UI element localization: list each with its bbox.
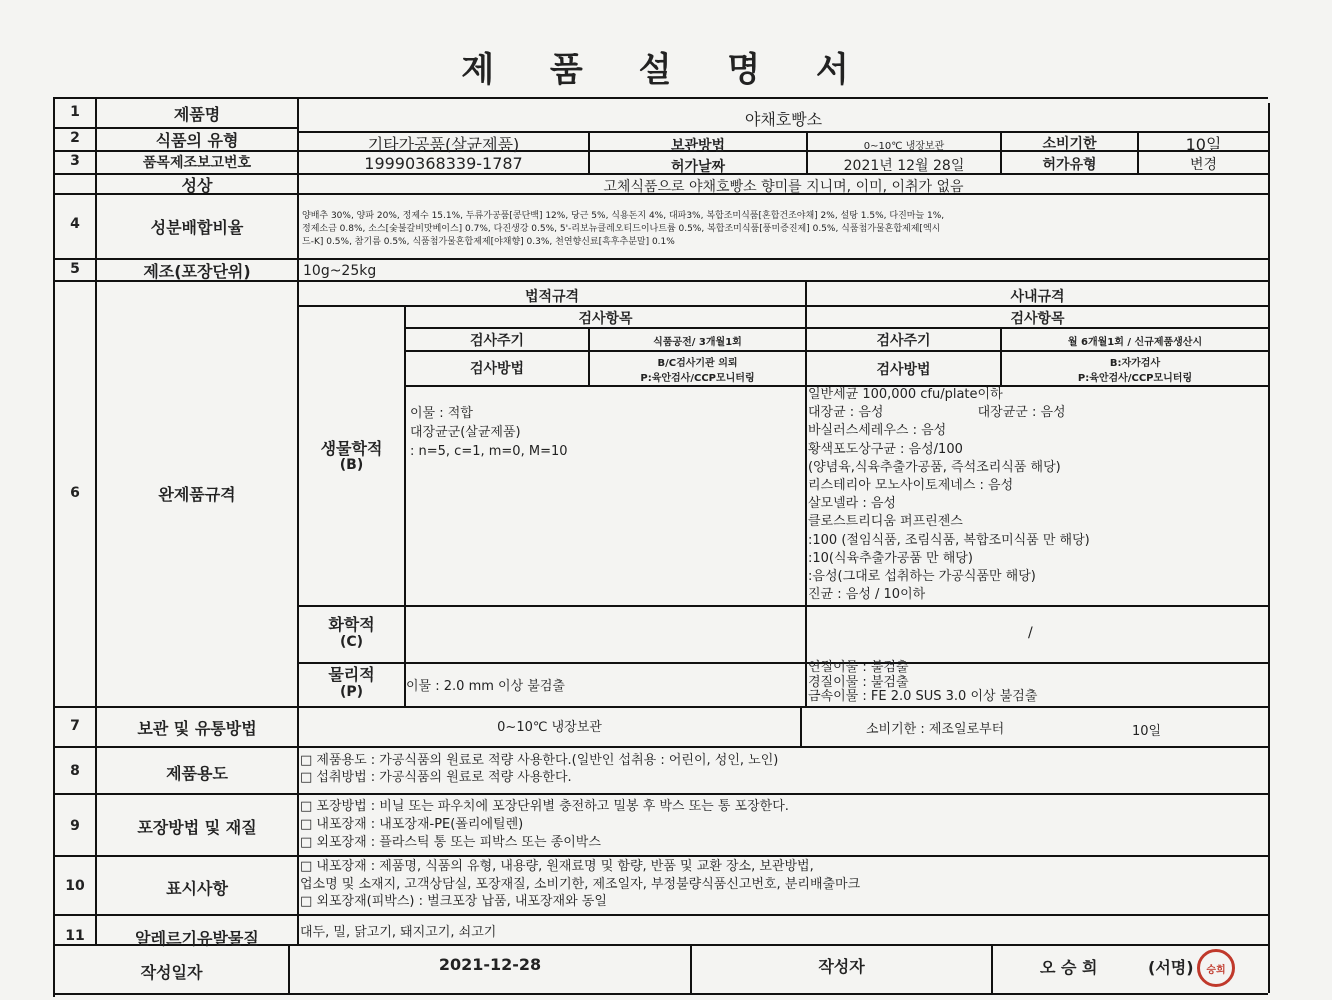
signature-label: (서명)	[1148, 958, 1194, 977]
physical-internal-line: 경질이물 : 불검출	[808, 674, 909, 690]
legal-method-line2: P:육안검사/CCP모니터링	[640, 373, 755, 384]
product-name-value: 야채호빵소	[744, 110, 823, 129]
report-number-value: 19990368339-1787	[364, 154, 523, 173]
label-permit-type: 허가유형	[1042, 157, 1097, 173]
label-permit-date: 허가날짜	[670, 159, 726, 175]
labeling-line: 업소명 및 소재지, 고객상담실, 포장재질, 소비기한, 제조일자, 부정불량식품신고번호, 분리배출마크	[300, 876, 861, 892]
allergens-value: 대두, 밀, 닭고기, 돼지고기, 쇠고기	[300, 925, 497, 940]
label-chemical: 화학적	[328, 615, 375, 634]
permit-type-value: 변경	[1189, 157, 1218, 173]
label-expiry: 소비기한	[1042, 136, 1097, 152]
row-number: 11	[65, 928, 85, 944]
label-written-date: 작성일자	[140, 963, 203, 982]
physical-legal-value: 이물 : 2.0 mm 이상 불검출	[406, 679, 565, 694]
properties-value: 고체식품으로 야채호빵소 향미를 지니며, 이미, 이취가 없음	[603, 179, 964, 195]
permit-date-value: 2021년 12월 28일	[843, 158, 965, 174]
legal-spec-header: 법적규격	[524, 289, 580, 305]
legal-cycle-value: 식품공전/ 3개월1회	[653, 337, 742, 348]
bio-internal-line	[808, 404, 1263, 422]
product-use-line: □ 제품용도 : 가공식품의 원료로 적량 사용한다.(일반인 섭취용 : 어린이, 성인, 노인)	[300, 753, 779, 768]
bio-internal-ecoli: 대장균 : 음성	[808, 405, 884, 421]
written-date-value: 2021-12-28	[438, 955, 542, 974]
internal-method-line2: P:육안검사/CCP모니터링	[1077, 373, 1193, 384]
seal-stamp	[1197, 949, 1235, 987]
row-number: 9	[70, 818, 80, 834]
bio-internal-line: (양념육,식육추출가공품, 즉석조리식품 해당)	[808, 459, 1061, 475]
label-physical-code: (P)	[339, 684, 364, 700]
internal-items-header: 검사항목	[1010, 311, 1065, 327]
ingredient-line: 드-K] 0.5%, 참기름 0.5%, 식품첨가물혼합제제[야채향] 0.3%, 천연향신료[흑후추분말] 0.1%	[302, 237, 675, 247]
label-internal-method: 검사방법	[876, 362, 931, 378]
shelf-life-text: 소비기한 : 제조일로부터	[866, 722, 1005, 737]
label-food-type: 식품의 유형	[155, 131, 239, 150]
bio-legal-line: 이물 : 적합	[410, 406, 473, 421]
row-number: 3	[70, 153, 80, 169]
packaging-method-line: □ 포장방법 : 비닐 또는 파우치에 포장단위별 충전하고 밀봉 후 박스 또는 통 포장한다.	[300, 799, 789, 814]
label-chemical-code: (C)	[339, 634, 364, 650]
bio-internal-line: 황색포도상구균 : 음성/100	[808, 441, 963, 457]
internal-cycle-value: 월 6개월1회 / 신규제품생산시	[1067, 337, 1203, 348]
label-storage: 보관방법	[670, 138, 726, 154]
packaging-unit-value: 10g~25kg	[303, 263, 377, 279]
label-labeling: 표시사항	[166, 879, 228, 898]
row-number: 7	[70, 718, 80, 734]
physical-internal-list	[808, 661, 1037, 705]
physical-internal-line: 연질이물 : 불검출	[808, 660, 909, 675]
packaging-method-list	[300, 798, 789, 852]
bio-internal-line: :음성(그대로 섭취하는 가공식품만 해당)	[808, 569, 1036, 585]
food-type-value: 기타가공품(살균제품)	[367, 135, 520, 154]
internal-method-line1: B:자가검사	[1109, 358, 1161, 369]
bio-internal-line: 리스테리아 모노사이토제네스 : 음성	[808, 478, 1014, 494]
row-number: 4	[70, 216, 80, 232]
seal-text: 승희	[1206, 964, 1226, 976]
bio-internal-line: 진균 : 음성 / 10이하	[808, 587, 926, 603]
ingredient-line: 양배추 30%, 양파 20%, 정제수 15.1%, 두류가공품[콩단백] 12%, 당근 5%, 식용돈지 4%, 대파3%, 복합조미식품[혼합건조야채] 2%, 설탕 1.5%, 다진마늘 1%,	[302, 211, 945, 221]
ingredient-list	[302, 210, 1266, 249]
shelf-life-value: 10일	[1132, 724, 1162, 739]
product-use-line: □ 섭취방법 : 가공식품의 원료로 적량 사용한다.	[300, 770, 572, 785]
label-allergens: 알레르기유발물질	[135, 929, 259, 948]
label-product-name: 제품명	[173, 105, 221, 124]
bio-internal-line: :100 (절임식품, 조림식품, 복합조미식품 만 해당)	[808, 532, 1090, 548]
product-use-list	[300, 752, 778, 786]
label-storage-distribution: 보관 및 유통방법	[137, 719, 257, 738]
bio-internal-line: 클로스트리디움 퍼프린젠스	[808, 514, 963, 530]
bio-legal-line: 대장균군(살균제품)	[410, 425, 521, 440]
label-legal-method: 검사방법	[469, 361, 525, 377]
author-name: 오 승 희	[1040, 958, 1098, 977]
label-physical: 물리적	[328, 665, 375, 684]
label-packaging-unit: 제조(포장단위)	[143, 262, 251, 281]
legal-method-line1: B/C검사기관 의뢰	[657, 358, 738, 369]
bio-legal-line: : n=5, c=1, m=0, M=10	[410, 444, 568, 459]
label-finished-product-spec: 완제품규격	[158, 485, 236, 504]
bio-legal-list	[410, 404, 568, 461]
label-report-number: 품목제조보고번호	[142, 155, 252, 171]
ingredient-line: 정제소금 0.8%, 소스[숯불갈비맛베이스] 0.7%, 다진생강 0.5%, 5'-리보뉴클레오티드이나트륨 0.5%, 복합조미식품[풍미증진제] 0.5%, 식품첨가물혼합제제[엑시	[302, 224, 941, 234]
labeling-list	[300, 858, 860, 911]
label-biological: 생물학적	[320, 439, 383, 458]
bio-internal-line: 일반세균 100,000 cfu/plate이하	[808, 387, 1003, 402]
label-ingredient-ratio: 성분배합비율	[150, 218, 244, 237]
row-number: 1	[70, 104, 80, 120]
labeling-line: □ 내포장재 : 제품명, 식품의 유형, 내용량, 원재료명 및 함량, 반품 및 교환 장소, 보관방법,	[300, 859, 814, 874]
row-number: 5	[70, 261, 80, 277]
label-properties: 성상	[181, 176, 213, 195]
bio-internal-line: :10(식육추출가공품 만 해당)	[808, 550, 973, 566]
physical-internal-line: 금속이물 : FE 2.0 SUS 3.0 이상 불검출	[808, 689, 1038, 704]
row-number: 2	[70, 130, 80, 146]
row-number: 6	[70, 485, 80, 501]
bio-internal-line: 살모넬라 : 음성	[808, 496, 896, 512]
chemical-internal-value: /	[1028, 625, 1033, 641]
row-number: 10	[65, 878, 85, 894]
labeling-line: □ 외포장재(피박스) : 벌크포장 납품, 내포장재와 동일	[300, 894, 607, 909]
bio-internal-line: 바실러스세레우스 : 음성	[808, 423, 947, 439]
internal-spec-header: 사내규격	[1010, 289, 1065, 305]
label-packaging-method: 포장방법 및 재질	[137, 818, 257, 837]
label-internal-cycle: 검사주기	[876, 333, 931, 349]
bio-internal-list	[808, 386, 1263, 604]
label-legal-cycle: 검사주기	[469, 333, 525, 349]
packaging-method-line: □ 내포장재 : 내포장재-PE(폴리에틸렌)	[300, 817, 524, 832]
packaging-method-line: □ 외포장재 : 플라스틱 통 또는 피박스 또는 종이박스	[300, 835, 601, 850]
document-title: 제 품 설 명 서	[461, 50, 871, 90]
label-biological-code: (B)	[339, 457, 364, 473]
label-author: 작성자	[818, 957, 865, 976]
expiry-value: 10일	[1185, 135, 1222, 154]
legal-items-header: 검사항목	[578, 311, 633, 327]
row-number: 8	[70, 763, 80, 779]
label-product-use: 제품용도	[166, 764, 228, 783]
bio-internal-coliform: 대장균군 : 음성	[977, 405, 1066, 421]
storage-distribution-value: 0~10℃ 냉장보관	[497, 720, 602, 735]
storage-value: 0~10℃ 냉장보관	[863, 141, 945, 152]
